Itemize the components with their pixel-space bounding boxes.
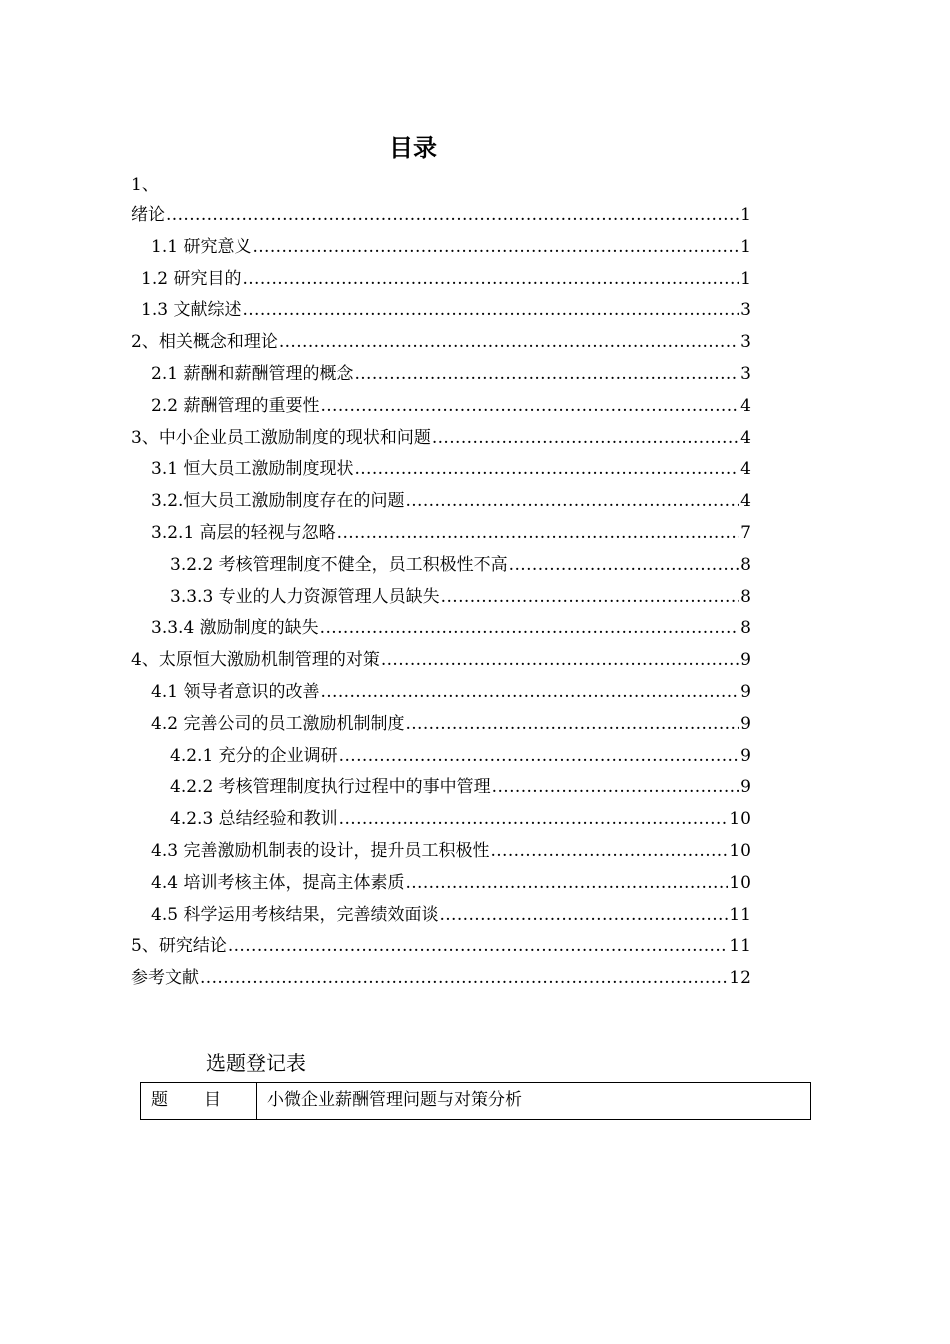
toc-title: 目录: [389, 134, 437, 162]
toc-entry-page: 1: [740, 268, 751, 289]
toc-entry-title: 4.4 培训考核主体，提高主体素质: [151, 872, 405, 893]
toc-leader-dots: [405, 868, 728, 900]
topic-value-cell: 小微企业薪酬管理问题与对策分析: [267, 1090, 522, 1110]
toc-entry-page: 3: [740, 332, 751, 353]
toc-entry-title: 4.2.3 总结经验和教训: [170, 809, 338, 830]
toc-entry-page: 1: [740, 205, 751, 225]
toc-entry[interactable]: [131, 582, 751, 614]
toc-entry-page: 10: [729, 840, 751, 861]
toc-entry-page: 9: [740, 650, 751, 671]
toc-leader-dots: [200, 963, 728, 995]
toc-entry-title: 5、研究结论: [131, 936, 227, 957]
toc-entry-title: 2.2 薪酬管理的重要性: [151, 395, 320, 416]
toc-entry-page: 4: [740, 395, 751, 416]
toc-entry[interactable]: [131, 391, 751, 423]
toc-entry-page: 10: [729, 809, 751, 830]
toc-entries: [131, 200, 751, 995]
toc-entry[interactable]: [131, 741, 751, 773]
toc-entry-page: 9: [740, 777, 751, 798]
toc-entry-title: 4、太原恒大激励机制管理的对策: [131, 650, 380, 671]
toc-entry[interactable]: [131, 423, 751, 455]
toc-leader-dots: [490, 836, 728, 868]
toc-leader-dots: [242, 264, 739, 296]
toc-leader-dots: [242, 295, 739, 327]
toc-entry[interactable]: [131, 486, 751, 518]
toc-entry-title: 3.2.恒大员工激励制度存在的问题: [151, 491, 405, 512]
toc-leader-dots: [279, 327, 739, 359]
toc-entry-page: 1: [740, 236, 751, 257]
toc-entry[interactable]: [131, 677, 751, 709]
toc-entry-page: 8: [740, 554, 751, 575]
toc-entry-page: 7: [740, 522, 751, 543]
toc-entry[interactable]: [131, 868, 751, 900]
toc-leader-dots: [381, 645, 739, 677]
toc-leader-dots: [320, 677, 739, 709]
toc-entry-page: 9: [740, 745, 751, 766]
toc-entry-page: 8: [740, 586, 751, 607]
toc-leader-dots: [509, 550, 740, 582]
toc-entry-page: 12: [729, 968, 751, 989]
toc-entry[interactable]: [131, 550, 751, 582]
toc-entry[interactable]: [131, 963, 751, 995]
toc-entry[interactable]: [131, 772, 751, 804]
toc-leader-dots: [337, 518, 740, 550]
toc-entry-page: 9: [740, 681, 751, 702]
toc-entry-title: 1.1 研究意义: [151, 236, 252, 257]
toc-leader-dots: [320, 391, 739, 423]
toc-entry[interactable]: [131, 836, 751, 868]
toc-entry-title: 2、相关概念和理论: [131, 332, 278, 353]
topic-label-b: 目: [204, 1090, 221, 1110]
toc-entry[interactable]: [131, 931, 751, 963]
toc-leader-dots: [354, 454, 739, 486]
toc-entry-title: 4.2 完善公司的员工激励机制制度: [151, 713, 405, 734]
toc-entry-title: 1.3 文献综述: [141, 300, 242, 321]
toc-leader-dots: [492, 772, 740, 804]
toc-entry-title: 绪论: [131, 205, 165, 225]
toc-entry-title: 3.3.4 激励制度的缺失: [151, 618, 319, 639]
toc-leader-dots: [432, 423, 739, 455]
toc-entry-page: 8: [740, 618, 751, 639]
toc-entry-title: 3、中小企业员工激励制度的现状和问题: [131, 427, 431, 448]
toc-entry[interactable]: [131, 804, 751, 836]
toc-leader-dots: [339, 741, 740, 773]
toc-entry-title: 4.2.2 考核管理制度执行过程中的事中管理: [170, 777, 491, 798]
toc-entry-page: 4: [740, 491, 751, 512]
toc-entry-page: 3: [740, 300, 751, 321]
toc-entry-title: 2.1 薪酬和薪酬管理的概念: [151, 363, 354, 384]
toc-entry[interactable]: [131, 295, 751, 327]
toc-entry-title: 4.3 完善激励机制表的设计，提升员工积极性: [151, 840, 490, 861]
toc-entry-title: 4.2.1 充分的企业调研: [170, 745, 338, 766]
toc-entry[interactable]: [131, 264, 751, 296]
toc-entry[interactable]: [131, 200, 751, 232]
toc-entry[interactable]: [131, 709, 751, 741]
topic-label-cell: [141, 1083, 257, 1119]
table-of-contents: [131, 170, 751, 995]
toc-entry-page: 9: [740, 713, 751, 734]
toc-entry-title: 4.5 科学运用考核结果，完善绩效面谈: [151, 904, 439, 925]
toc-leader-dots: [252, 232, 739, 264]
toc-leader-dots: [339, 804, 729, 836]
toc-entry[interactable]: [131, 359, 751, 391]
toc-entry-page: 4: [740, 427, 751, 448]
toc-entry[interactable]: [131, 613, 751, 645]
toc-entry-title: 3.3.3 专业的人力资源管理人员缺失: [170, 586, 440, 607]
toc-entry[interactable]: [131, 454, 751, 486]
toc-entry-page: 4: [740, 459, 751, 480]
toc-leader-dots: [320, 613, 740, 645]
toc-entry-title: 4.1 领导者意识的改善: [151, 681, 320, 702]
toc-entry-title: 3.1 恒大员工激励制度现状: [151, 459, 354, 480]
toc-leader-dots: [439, 900, 728, 932]
topic-label-a: 题: [151, 1090, 168, 1110]
registration-title: 选题登记表: [206, 1051, 306, 1075]
toc-entry-page: 3: [740, 363, 751, 384]
toc-entry[interactable]: [131, 232, 751, 264]
toc-prefix: 1、: [131, 175, 159, 195]
toc-entry-page: 11: [729, 936, 751, 957]
toc-leader-dots: [405, 709, 739, 741]
toc-entry[interactable]: [131, 645, 751, 677]
toc-leader-dots: [166, 200, 739, 232]
toc-entry-title: 1.2 研究目的: [141, 268, 242, 289]
toc-leader-dots: [228, 931, 729, 963]
toc-entry[interactable]: [131, 327, 751, 359]
toc-entry-title: 3.2.1 高层的轻视与忽略: [151, 522, 336, 543]
toc-leader-dots: [441, 582, 740, 614]
toc-entry-title: 参考文献: [131, 968, 199, 989]
registration-table: [140, 1082, 811, 1120]
toc-entry-page: 11: [729, 904, 751, 925]
toc-entry-title: 3.2.2 考核管理制度不健全，员工积极性不高: [170, 554, 508, 575]
toc-entry[interactable]: [131, 900, 751, 932]
toc-entry[interactable]: [131, 518, 751, 550]
toc-leader-dots: [354, 359, 739, 391]
toc-leader-dots: [405, 486, 739, 518]
toc-entry-page: 10: [729, 872, 751, 893]
